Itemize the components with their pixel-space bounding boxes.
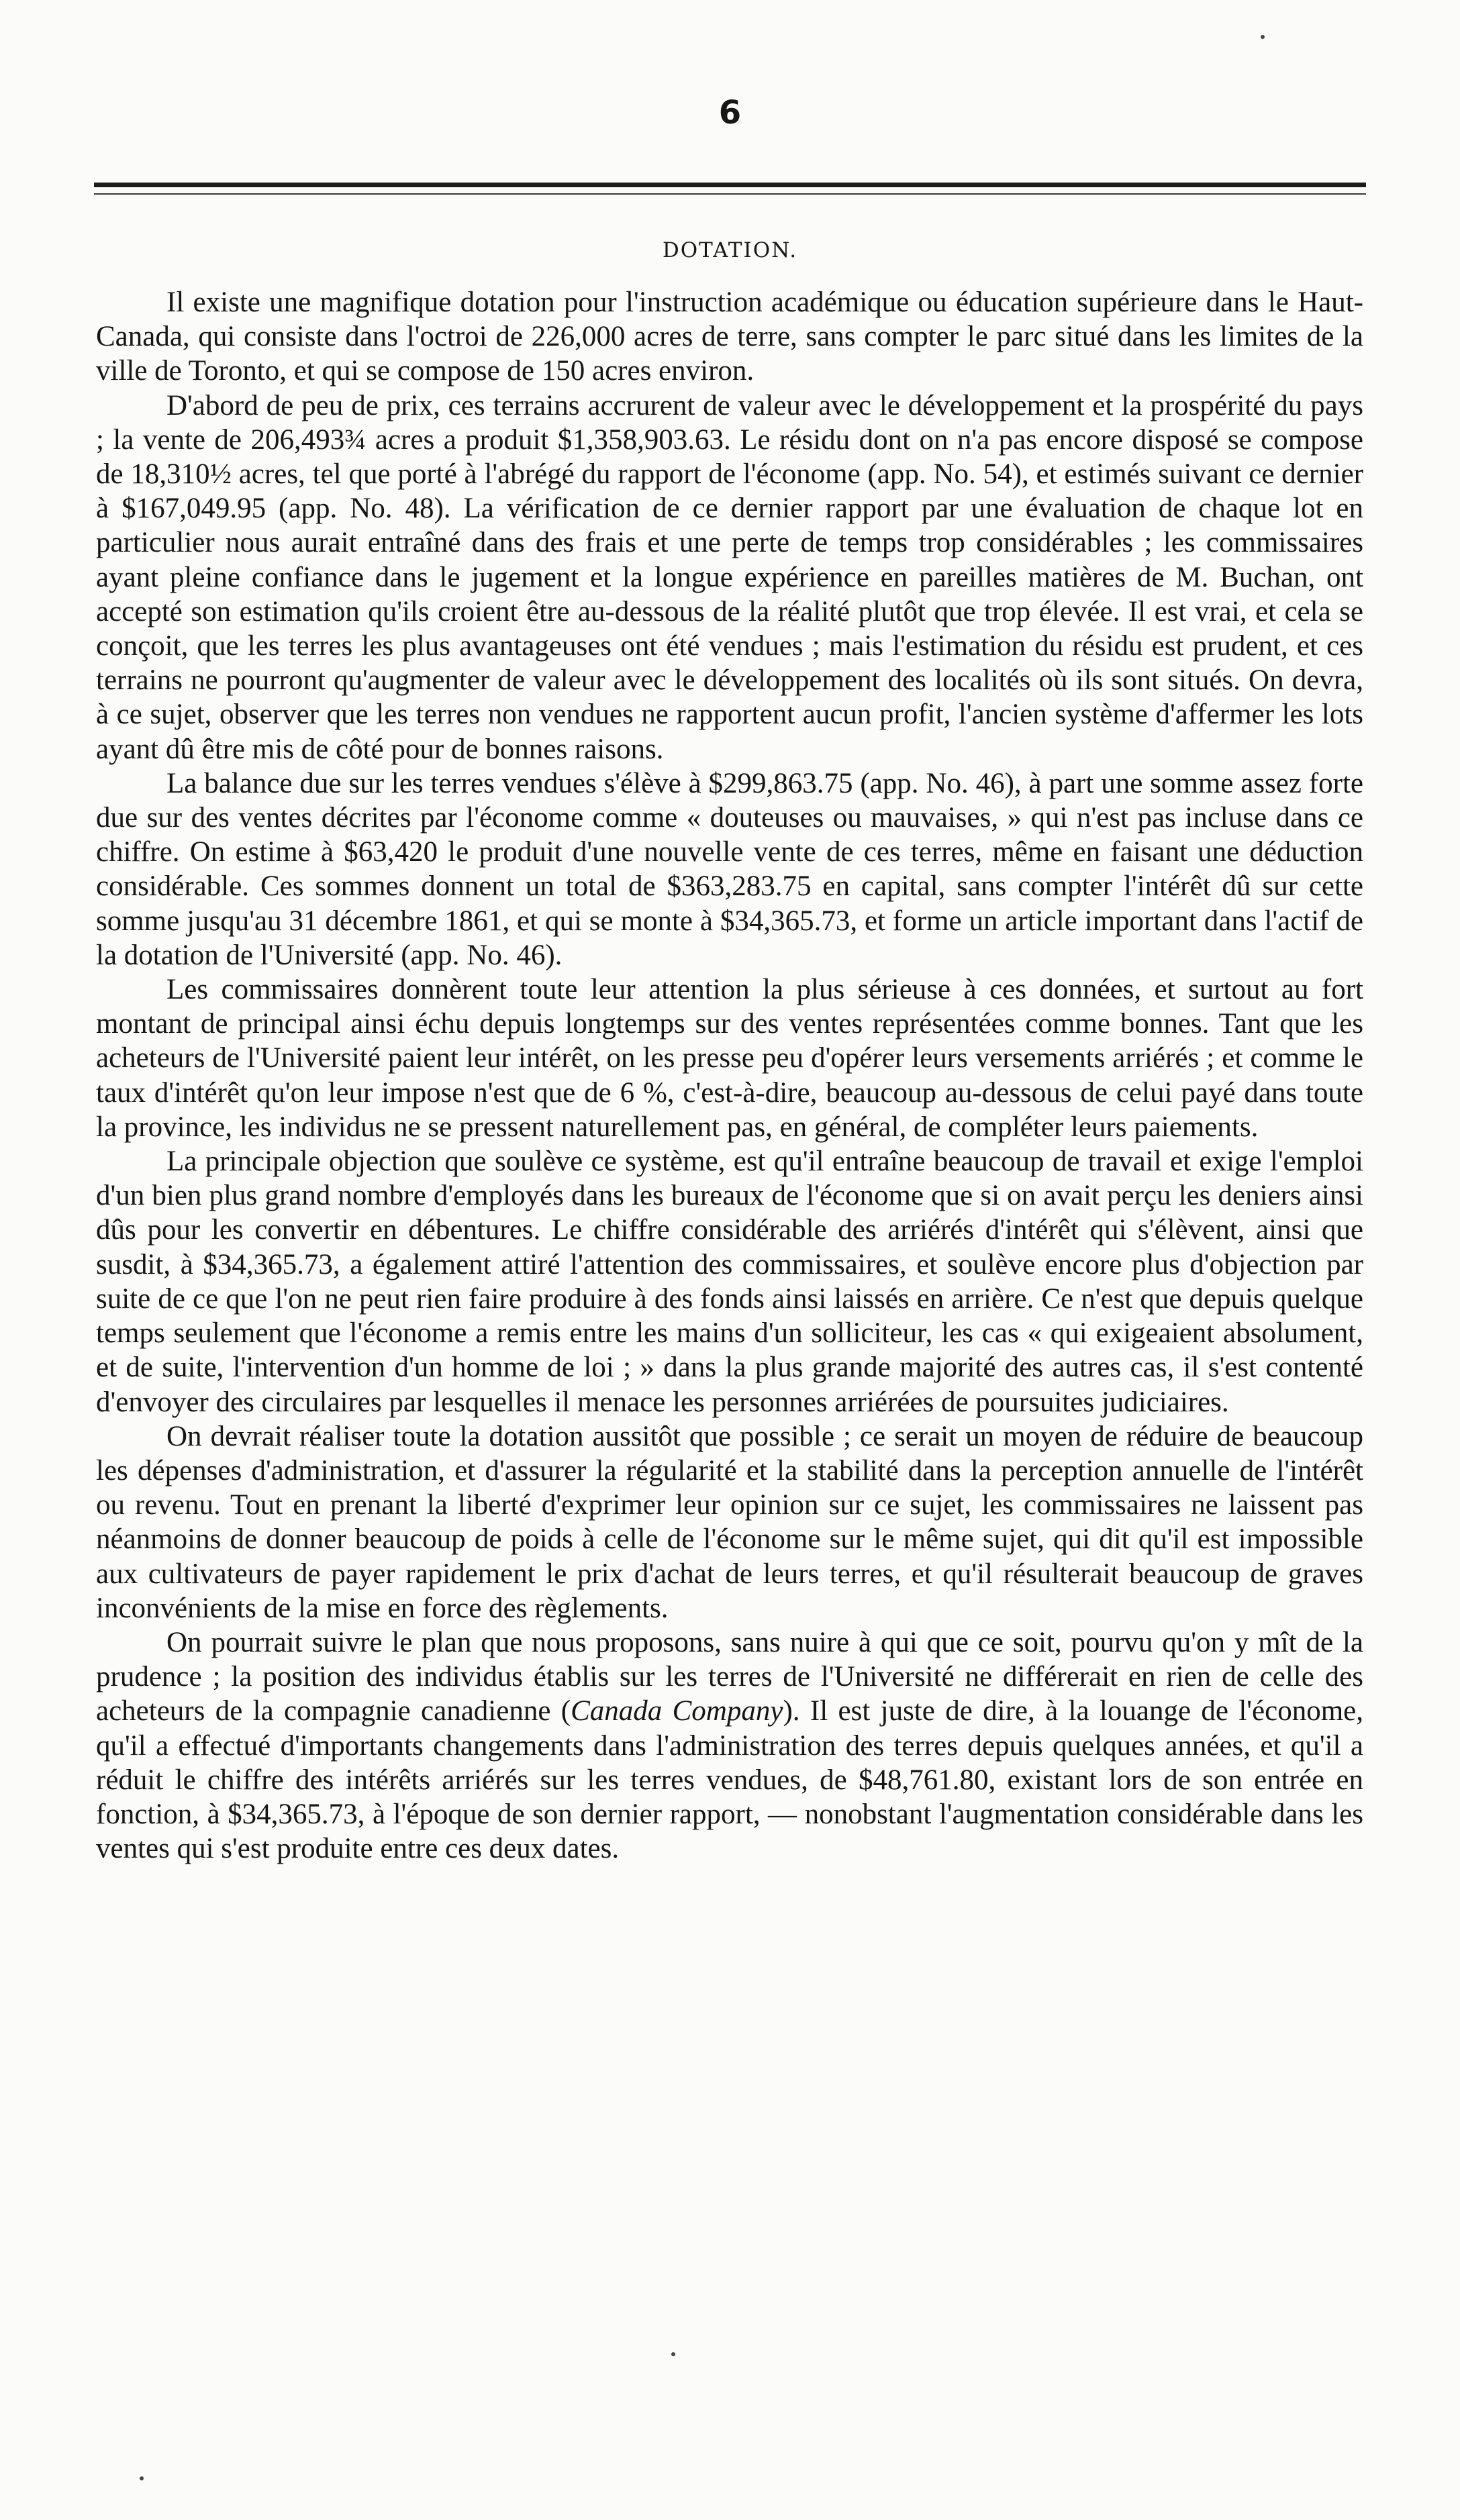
double-rule-thin [94,193,1366,195]
paragraph-proposal-start: On pourrait suivre le plan que nous proposons, sans nuire à qui que ce soit, pourvu qu'on y mît de la prudence ; la position des individus établis sur les terres de l'Université ne différerait en rien de celle des acheteurs de la compagnie canadienne ( [96,1626,1363,1727]
canada-company-italic: Canada Company [571,1695,783,1727]
section-title: DOTATION. [662,238,798,262]
paragraph-commissioners-attention: Les commissaires donnèrent toute leur attention la plus sérieuse à ces données, et surtout au fort montant de principal ainsi échu depuis longtemps sur des ventes représentées comme bonnes. Tant que les acheteurs de l'Université paient leur intérêt, on les presse peu d'opérer leurs versements arriérés ; et comme le taux d'intérêt qu'on leur impose n'est que de 6 %, c'est-à-dire, beaucoup au-dessous de celui payé dans toute la province, les individus ne se pressent naturellement pas, en général, de compléter leurs paiements. [96,974,1363,1143]
stray-mark-bottom-left [140,2476,144,2480]
paragraph-intro: Il existe une magnifique dotation pour l'instruction académique ou éducation supérieure dans le Haut-Canada, qui consiste dans l'octroi de 226,000 acres de terre, sans compter le parc situé dans les limites de la ville de Toronto, et qui se compose de 150 acres environ. [96,287,1363,387]
page-number: 6 [718,94,742,132]
double-rule-thick [94,183,1366,187]
paragraph-proposal-end: ). Il est juste de dire, à la louange de l'économe, qu'il a effectué d'importants changements dans l'administration des terres depuis quelques années, et qu'il a réduit le chiffre des intérêts arriérés sur les terres vendues, de $48,761.80, existant lors de son entrée en fonction, à $34,365.73, à l'époque de son dernier rapport, — nonobstant l'augmentation considérable dans les ventes qui s'est produite entre ces deux dates. [96,1695,1363,1865]
body-text [96,285,1363,1866]
stray-mark-bottom-center [671,2352,675,2356]
paragraph-objection: La principale objection que soulève ce système, est qu'il entraîne beaucoup de travail et exige l'emploi d'un bien plus grand nombre d'employés dans les bureaux de l'économe que si on avait perçu les deniers ainsi dûs pour les convertir en débentures. Le chiffre considérable des arriérés d'intérêt qui s'élèvent, ainsi que susdit, à $34,365.73, a également attiré l'attention des commissaires, et soulève encore plus d'objection par suite de ce que l'on ne peut rien faire produire à des fonds ainsi laissés en arrière. Ce n'est que depuis quelque temps seulement que l'économe a remis entre les mains d'un solliciteur, les cas « qui exigeaient absolument, et de suite, l'intervention d'un homme de loi ; » dans la plus grande majorité des autres cas, il s'est contenté d'envoyer des circulaires par lesquelles il menace les personnes arriérées de poursuites judiciaires. [96,1146,1363,1418]
paragraph-proposal [96,1625,1363,1866]
paragraph-realisation: On devrait réaliser toute la dotation aussitôt que possible ; ce serait un moyen de réduire de beaucoup les dépenses d'administration, et d'assurer la régularité et la stabilité dans la perception annuelle de l'intérêt ou revenu. Tout en prenant la liberté d'exprimer leur opinion sur ce sujet, les commissaires ne laissent pas néanmoins de donner beaucoup de poids à celle de l'économe sur le même sujet, qui dit qu'il est impossible aux cultivateurs de payer rapidement le prix d'achat de leurs terres, et qu'il résulterait beaucoup de graves inconvénients de la mise en force des règlements. [96,1420,1363,1624]
paragraph-land-sales: D'abord de peu de prix, ces terrains accrurent de valeur avec le développement et la prospérité du pays ; la vente de 206,493¾ acres a produit $1,358,903.63. Le résidu dont on n'a pas encore disposé se compose de 18,310½ acres, tel que porté à l'abrégé du rapport de l'économe (app. No. 54), et estimés suivant ce dernier à $167,049.95 (app. No. 48). La vérification de ce dernier rapport par une évaluation de chaque lot en particulier nous aurait entraîné dans des frais et une perte de temps trop considérables ; les commissaires ayant pleine confiance dans le jugement et la longue expérience en pareilles matières de M. Buchan, ont accepté son estimation qu'ils croient être au-dessous de la réalité plutôt que trop élevée. Il est vrai, et cela se conçoit, que les terres les plus avantageuses ont été vendues ; mais l'estimation du résidu est prudent, et ces terrains ne pourront qu'augmenter de valeur avec le développement des localités où ils sont situés. On devra, à ce sujet, observer que les terres non vendues ne rapportent aucun profit, l'ancien système d'affermer les lots ayant dû être mis de côté pour de bonnes raisons. [96,389,1363,765]
paragraph-balance-due: La balance due sur les terres vendues s'élève à $299,863.75 (app. No. 46), à part une somme assez forte due sur des ventes décrites par l'économe comme « douteuses ou mauvaises, » qui n'est pas incluse dans ce chiffre. On estime à $63,420 le produit d'une nouvelle vente de ces terres, même en faisant une déduction considérable. Ces sommes donnent un total de $363,283.75 en capital, sans compter l'intérêt dû sur cette somme jusqu'au 31 décembre 1861, et qui se monte à $34,365.73, et forme un article important dans l'actif de la dotation de l'Université (app. No. 46). [96,767,1363,971]
stray-mark-top-right [1261,35,1265,39]
